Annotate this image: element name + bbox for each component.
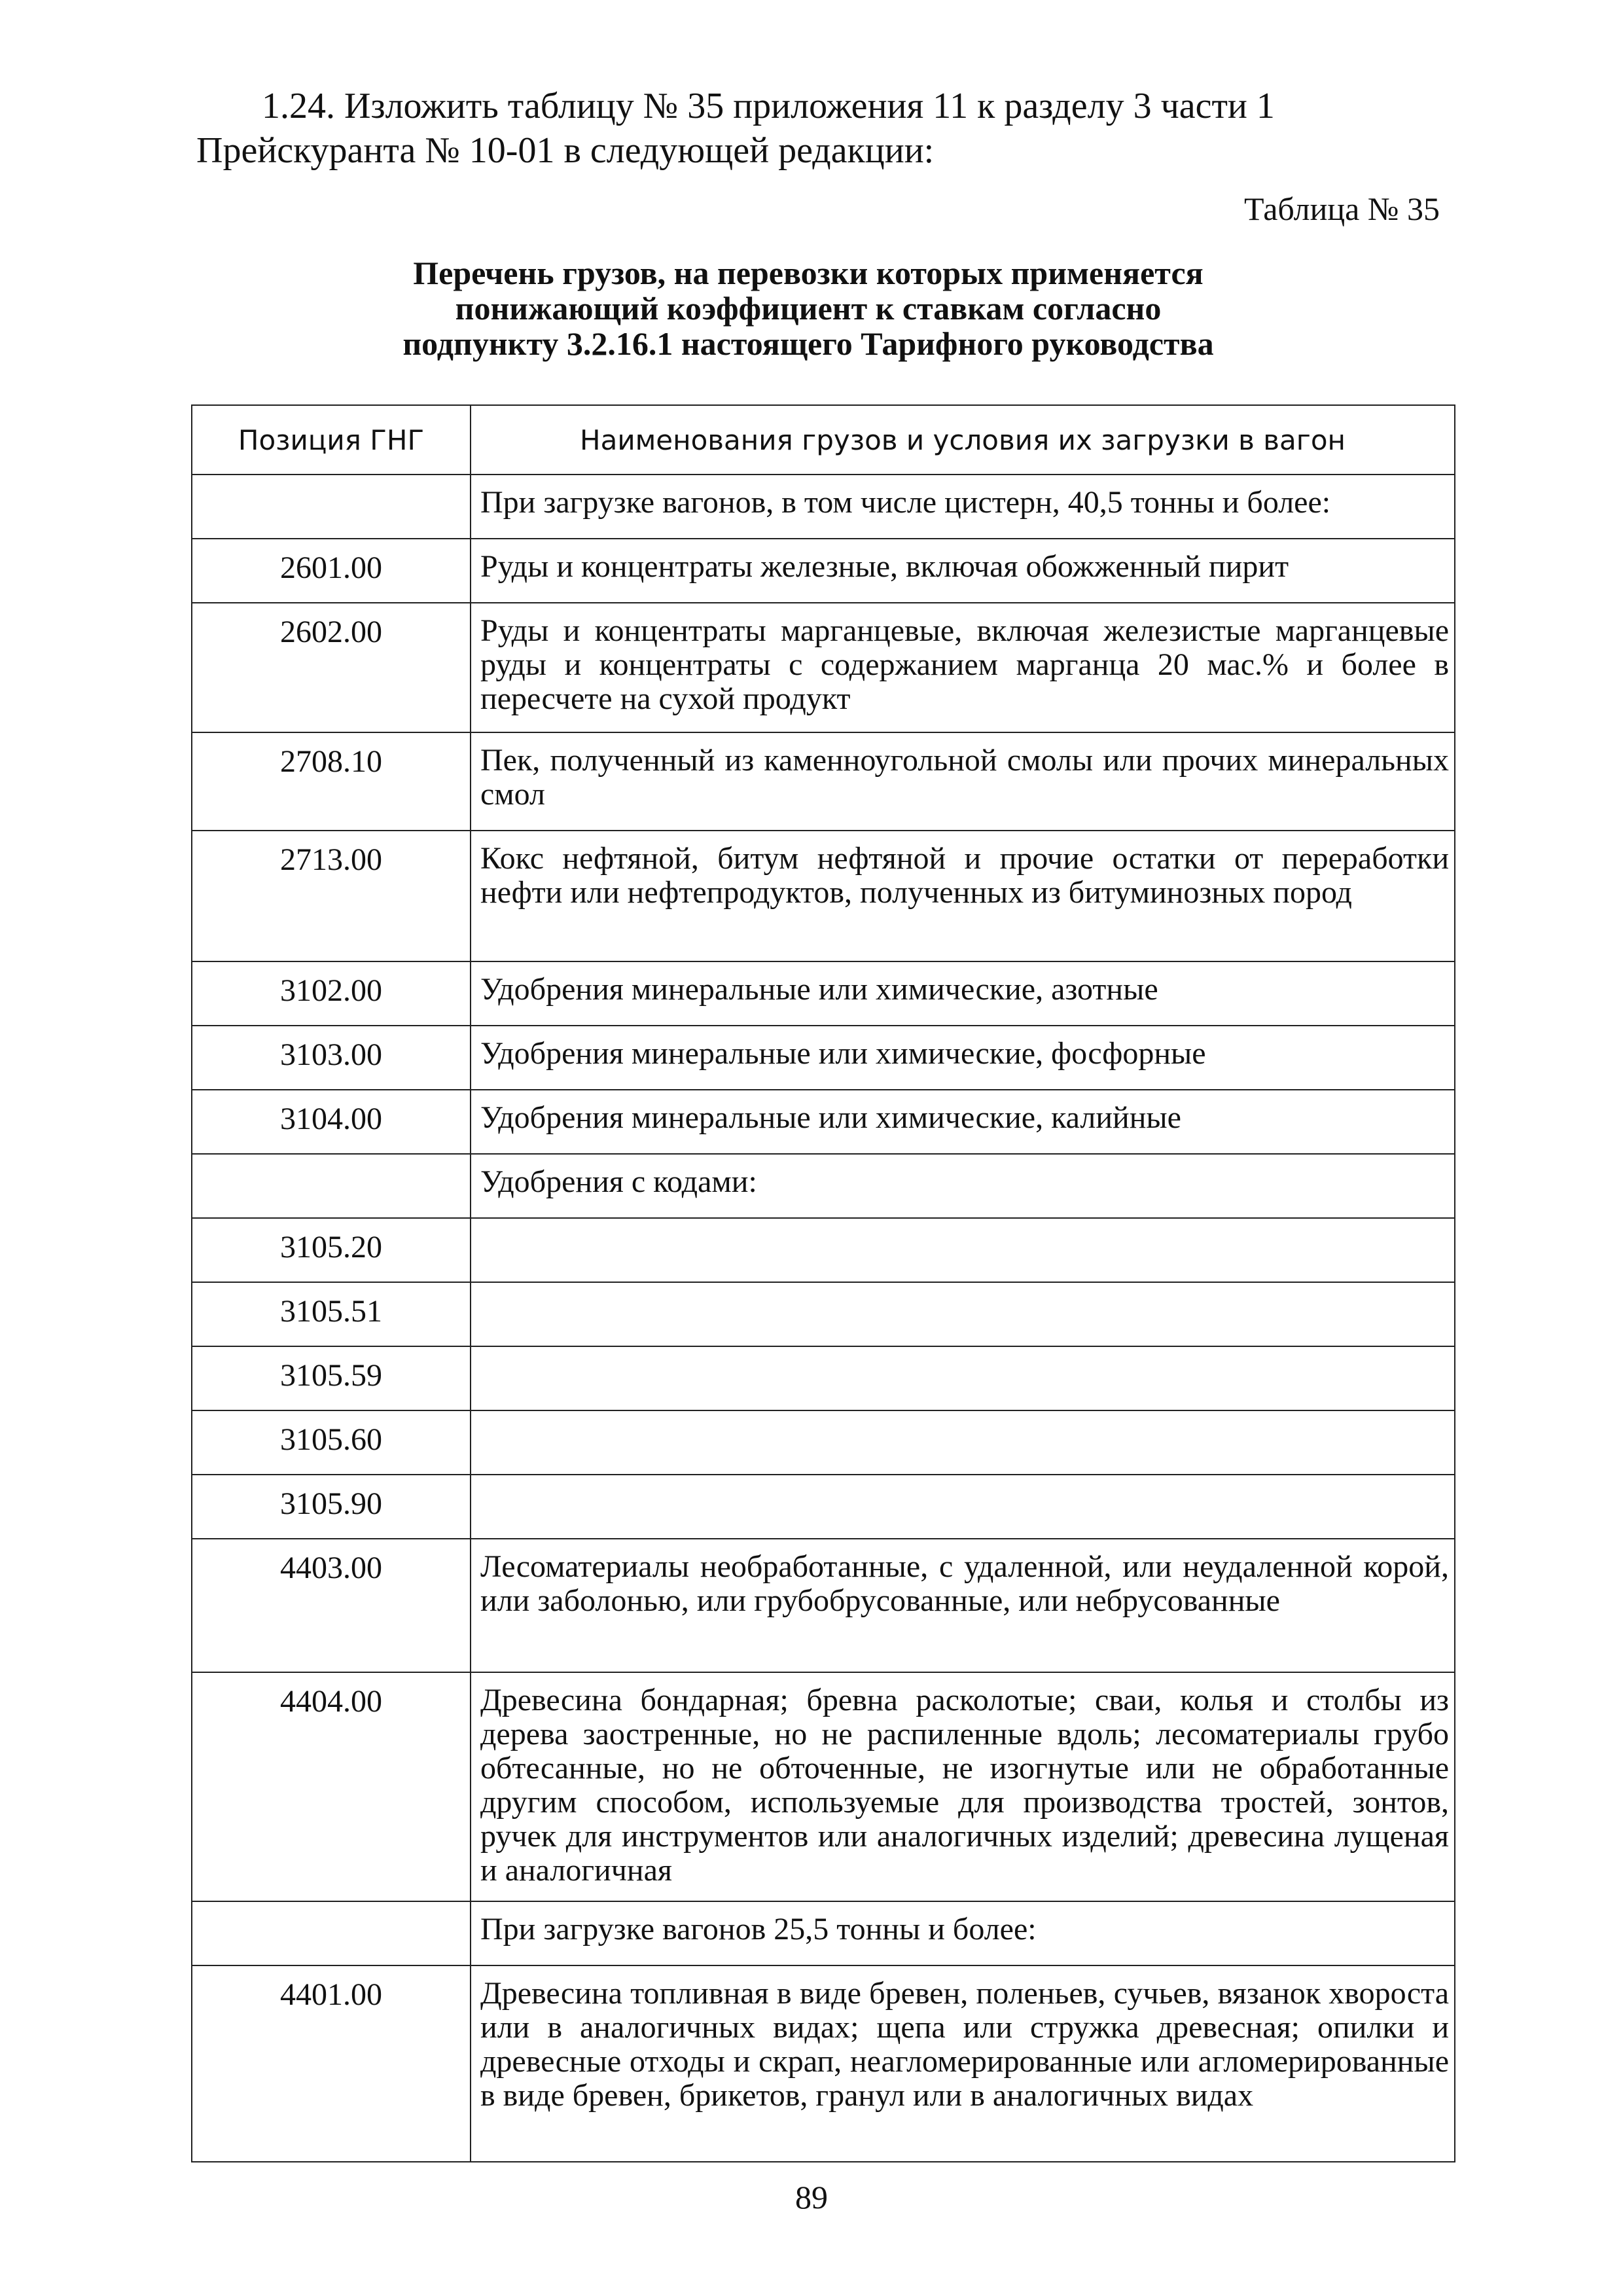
row-code bbox=[192, 475, 471, 539]
intro-line-1: 1.24. Изложить таблицу № 35 приложения 11 к разделу 3 части 1 bbox=[262, 86, 1275, 126]
row-code: 2713.00 bbox=[192, 831, 471, 961]
row-code: 4404.00 bbox=[192, 1672, 471, 1901]
row-code bbox=[192, 1154, 471, 1218]
row-code: 3105.59 bbox=[192, 1346, 471, 1410]
table-title-line-3: подпункту 3.2.16.1 настоящего Тарифного руководства bbox=[402, 325, 1214, 362]
row-code: 3102.00 bbox=[192, 961, 471, 1026]
row-description: Руды и концентраты железные, включая обожженный пирит bbox=[471, 539, 1455, 603]
row-description: Пек, полученный из каменноугольной смолы или прочих минеральных смол bbox=[471, 732, 1455, 831]
table-row bbox=[192, 1218, 1455, 1282]
row-description: Удобрения минеральные или химические, фосфорные bbox=[471, 1026, 1455, 1090]
page-number: 89 bbox=[795, 2179, 828, 2215]
row-description bbox=[471, 1410, 1455, 1475]
row-description: Руды и концентраты марганцевые, включая железистые марганцевые руды и концентраты с содержанием марганца 20 мас.% и более в пересчете на сухой продукт bbox=[471, 603, 1455, 732]
table-row bbox=[192, 1539, 1455, 1672]
header-position-gng: Позиция ГНГ bbox=[192, 405, 471, 475]
row-code: 2601.00 bbox=[192, 539, 471, 603]
table-title-line-1: Перечень грузов, на перевозки которых применяется bbox=[413, 255, 1204, 291]
table-row bbox=[192, 1672, 1455, 1901]
table-row bbox=[192, 1154, 1455, 1218]
row-description: Лесоматериалы необработанные, с удаленной, или неудаленной корой, или заболонью, или грубобрусованные, или небрусованные bbox=[471, 1539, 1455, 1672]
row-description: Удобрения минеральные или химические, калийные bbox=[471, 1090, 1455, 1154]
table-row bbox=[192, 732, 1455, 831]
row-description: При загрузке вагонов 25,5 тонны и более: bbox=[471, 1901, 1455, 1965]
table-title-line-2: понижающий коэффициент к ставкам согласно bbox=[455, 290, 1162, 327]
row-code bbox=[192, 1901, 471, 1965]
row-description: При загрузке вагонов, в том числе цистерн, 40,5 тонны и более: bbox=[471, 475, 1455, 539]
row-code: 2708.10 bbox=[192, 732, 471, 831]
intro-line-2: Прейскуранта № 10-01 в следующей редакции: bbox=[196, 130, 935, 171]
table-row bbox=[192, 603, 1455, 732]
intro-paragraph bbox=[196, 84, 1440, 173]
table-row bbox=[192, 539, 1455, 603]
table-row bbox=[192, 831, 1455, 961]
table-row bbox=[192, 1282, 1455, 1346]
table-header-row bbox=[192, 405, 1455, 475]
row-description bbox=[471, 1218, 1455, 1282]
table-title bbox=[366, 255, 1250, 361]
table-row bbox=[192, 961, 1455, 1026]
table-row bbox=[192, 1410, 1455, 1475]
row-description: Удобрения с кодами: bbox=[471, 1154, 1455, 1218]
row-description bbox=[471, 1346, 1455, 1410]
table-row bbox=[192, 1965, 1455, 2162]
row-code: 3105.60 bbox=[192, 1410, 471, 1475]
row-description bbox=[471, 1475, 1455, 1539]
table-row bbox=[192, 1901, 1455, 1965]
row-code: 3105.51 bbox=[192, 1282, 471, 1346]
table-row bbox=[192, 1475, 1455, 1539]
row-code: 3104.00 bbox=[192, 1090, 471, 1154]
row-description: Древесина топливная в виде бревен, поленьев, сучьев, вязанок хвороста или в аналогичных видах; щепа или стружка древесная; опилки и древесные отходы и скрап, неагломерированные или агломерированные в виде бревен, брикетов, гранул или в аналогичных видах bbox=[471, 1965, 1455, 2162]
row-description: Древесина бондарная; бревна расколотые; сваи, колья и столбы из дерева заостренные, но не распиленные вдоль; лесоматериалы грубо обтесанные, но не обточенные, не изогнутые или не обработанные другим способом, используемые для производства тростей, зонтов, ручек для инструментов или аналогичных изделий; древесина лущеная и аналогичная bbox=[471, 1672, 1455, 1901]
row-code: 3105.20 bbox=[192, 1218, 471, 1282]
table-row bbox=[192, 1090, 1455, 1154]
header-cargo-name: Наименования грузов и условия их загрузки в вагон bbox=[471, 405, 1455, 475]
row-code: 3105.90 bbox=[192, 1475, 471, 1539]
row-code: 4401.00 bbox=[192, 1965, 471, 2162]
row-description bbox=[471, 1282, 1455, 1346]
table-number: Таблица № 35 bbox=[1243, 190, 1440, 227]
row-code: 4403.00 bbox=[192, 1539, 471, 1672]
row-description: Удобрения минеральные или химические, азотные bbox=[471, 961, 1455, 1026]
table-row bbox=[192, 475, 1455, 539]
table-row bbox=[192, 1346, 1455, 1410]
table-row bbox=[192, 1026, 1455, 1090]
row-code: 2602.00 bbox=[192, 603, 471, 732]
row-description: Кокс нефтяной, битум нефтяной и прочие остатки от переработки нефти или нефтепродуктов, полученных из битуминозных пород bbox=[471, 831, 1455, 961]
cargo-table bbox=[191, 404, 1455, 2162]
row-code: 3103.00 bbox=[192, 1026, 471, 1090]
